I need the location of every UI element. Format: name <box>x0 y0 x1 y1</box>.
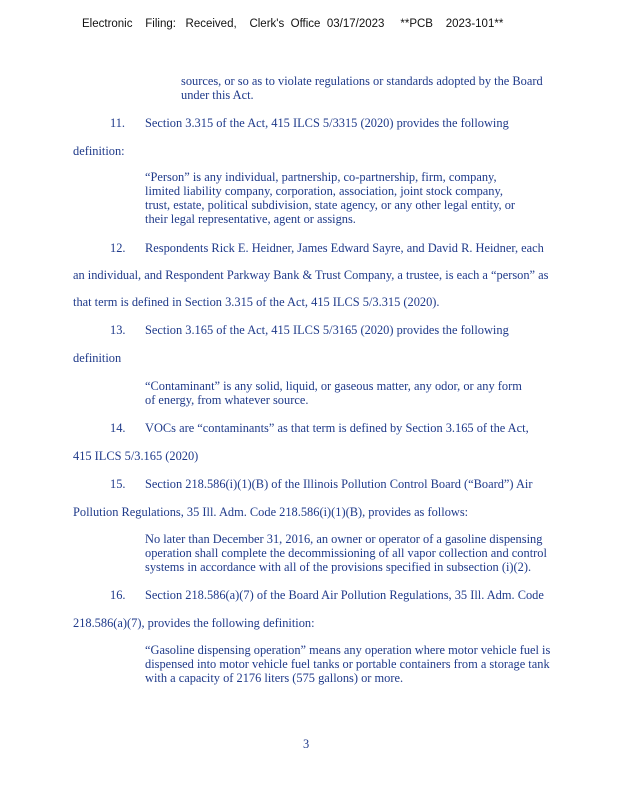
paragraph-text: Section 218.586(a)(7) of the Board Air Pollution Regulations, 35 Ill. Adm. Code <box>145 588 544 602</box>
paragraph-text: 415 ILCS 5/3.165 (2020) <box>73 449 199 463</box>
paragraph-text: VOCs are “contaminants” as that term is defined by Section 3.165 of the Act, <box>145 421 529 435</box>
quote-line: of energy, from whatever source. <box>145 393 309 407</box>
paragraph-text: Pollution Regulations, 35 Ill. Adm. Code 218.586(i)(1)(B), provides as follows: <box>73 505 469 519</box>
text-line: under this Act. <box>181 88 254 102</box>
quote-line: limited liability company, corporation, association, joint stock company, <box>145 184 503 198</box>
quote-line: trust, estate, political subdivision, state agency, or any other legal entity, or <box>145 198 516 212</box>
quote-line: with a capacity of 2176 liters (575 gallons) or more. <box>145 671 404 685</box>
quote-line: operation shall complete the decommissioning of all vapor collection and control <box>145 546 547 560</box>
quote-line: dispensed into motor vehicle fuel tanks or portable containers from a storage tank <box>145 657 550 671</box>
paragraph-text: definition: <box>73 144 125 158</box>
quote-line: No later than December 31, 2016, an owner or operator of a gasoline dispensing <box>145 532 543 546</box>
paragraph-text: Section 3.165 of the Act, 415 ILCS 5/3165 (2020) provides the following <box>145 323 509 337</box>
paragraph-number: 12. <box>110 241 126 255</box>
paragraph-number: 15. <box>110 477 126 491</box>
quote-line: “Person” is any individual, partnership, co-partnership, firm, company, <box>145 170 497 184</box>
paragraph-text: definition <box>73 351 122 365</box>
quote-line: their legal representative, agent or assigns. <box>145 212 356 226</box>
page-number: 3 <box>303 737 310 751</box>
paragraph-number: 13. <box>110 323 126 337</box>
paragraph-text: that term is defined in Section 3.315 of the Act, 415 ILCS 5/3.315 (2020). <box>73 295 440 309</box>
paragraph-text: Respondents Rick E. Heidner, James Edward Sayre, and David R. Heidner, each <box>145 241 544 255</box>
paragraph-number: 11. <box>110 116 126 130</box>
paragraph-text: Section 218.586(i)(1)(B) of the Illinois Pollution Control Board (“Board”) Air <box>145 477 533 491</box>
paragraph-text: Section 3.315 of the Act, 415 ILCS 5/3315 (2020) provides the following <box>145 116 509 130</box>
quote-line: systems in accordance with all of the provisions specified in subsection (i)(2). <box>145 560 532 574</box>
quote-line: “Contaminant” is any solid, liquid, or gaseous matter, any odor, or any form <box>145 379 522 393</box>
text-line: sources, or so as to violate regulations or standards adopted by the Board <box>181 74 543 88</box>
paragraph-text: an individual, and Respondent Parkway Bank & Trust Company, a trustee, is each a “person” as <box>73 268 549 282</box>
paragraph-number: 16. <box>110 588 126 602</box>
quote-line: “Gasoline dispensing operation” means any operation where motor vehicle fuel is <box>145 643 551 657</box>
paragraph-number: 14. <box>110 421 126 435</box>
paragraph-text: 218.586(a)(7), provides the following definition: <box>73 616 315 630</box>
filing-header: Electronic Filing: Received, Clerk's Office 03/17/2023 **PCB 2023-101** <box>82 18 504 30</box>
